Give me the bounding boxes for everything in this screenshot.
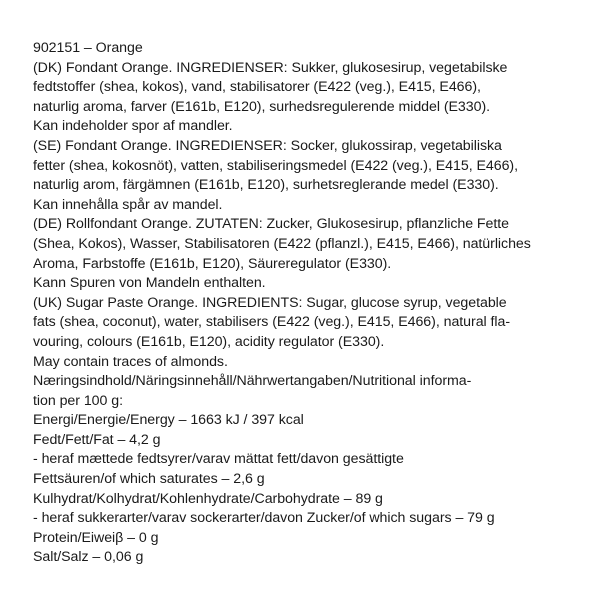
se-ingredients-line: fetter (shea, kokosnöt), vatten, stabiliseringsmedel (E422 (veg.), E415, E466),	[33, 157, 518, 174]
de-ingredients-line: Aroma, Farbstoffe (E161b, E120), Säureregulator (E330).	[33, 255, 392, 272]
de-ingredients-line: (DE) Rollfondant Orange. ZUTATEN: Zucker, Glukosesirup, pflanzliche Fette	[33, 216, 510, 233]
product-title-line: 902151 – Orange	[33, 40, 143, 56]
se-allergen-line: Kan innehålla spår av mandel.	[33, 196, 223, 213]
uk-allergen-line: May contain traces of almonds.	[33, 353, 228, 370]
nutrition-energy-line: Energi/Energie/Energy – 1663 kJ / 397 kcal	[33, 412, 304, 429]
dk-ingredients-line: (DK) Fondant Orange. INGREDIENSER: Sukker, glukosesirup, vegetabilske	[33, 59, 508, 76]
nutrition-heading-line: Næringsindhold/Näringsinnehåll/Nährwertangaben/Nutritional informa-	[33, 373, 472, 390]
de-ingredients-line: (Shea, Kokos), Wasser, Stabilisatoren (E422 (pflanzl.), E415, E466), natürliches	[33, 235, 531, 252]
nutrition-saturates-line: - heraf mættede fedtsyrer/varav mättat fett/davon gesättigte	[33, 451, 404, 468]
nutrition-carbohydrate-line: Kulhydrat/Kolhydrat/Kohlenhydrate/Carbohydrate – 89 g	[33, 490, 383, 507]
uk-ingredients-line: fats (shea, coconut), water, stabilisers (E422 (veg.), E415, E466), natural fla-	[33, 314, 511, 331]
nutrition-heading-line: tion per 100 g:	[33, 392, 123, 409]
nutrition-protein-line: Protein/Eiweiβ – 0 g	[33, 529, 159, 546]
se-ingredients-line: (SE) Fondant Orange. INGREDIENSER: Socker, glukossirap, vegetabiliska	[33, 137, 502, 154]
nutrition-saturates-line: Fettsäuren/of which saturates – 2,6 g	[33, 471, 265, 488]
se-ingredients-line: naturlig arom, färgämnen (E161b, E120), surhetsreglerande medel (E330).	[33, 177, 499, 194]
de-allergen-line: Kann Spuren von Mandeln enthalten.	[33, 275, 266, 292]
uk-ingredients-line: (UK) Sugar Paste Orange. INGREDIENTS: Sugar, glucose syrup, vegetable	[33, 294, 507, 311]
nutrition-sugars-line: - heraf sukkerarter/varav sockerarter/davon Zucker/of which sugars – 79 g	[33, 510, 495, 527]
product-label-text	[33, 39, 593, 568]
nutrition-fat-line: Fedt/Fett/Fat – 4,2 g	[33, 431, 161, 448]
dk-ingredients-line: naturlig aroma, farver (E161b, E120), surhedsregulerende middel (E330).	[33, 98, 491, 115]
dk-allergen-line: Kan indeholder spor af mandler.	[33, 118, 233, 135]
uk-ingredients-line: vouring, colours (E161b, E120), acidity regulator (E330).	[33, 333, 385, 350]
dk-ingredients-line: fedtstoffer (shea, kokos), vand, stabilisatorer (E422 (veg.), E415, E466),	[33, 79, 481, 96]
nutrition-salt-line: Salt/Salz – 0,06 g	[33, 549, 144, 566]
